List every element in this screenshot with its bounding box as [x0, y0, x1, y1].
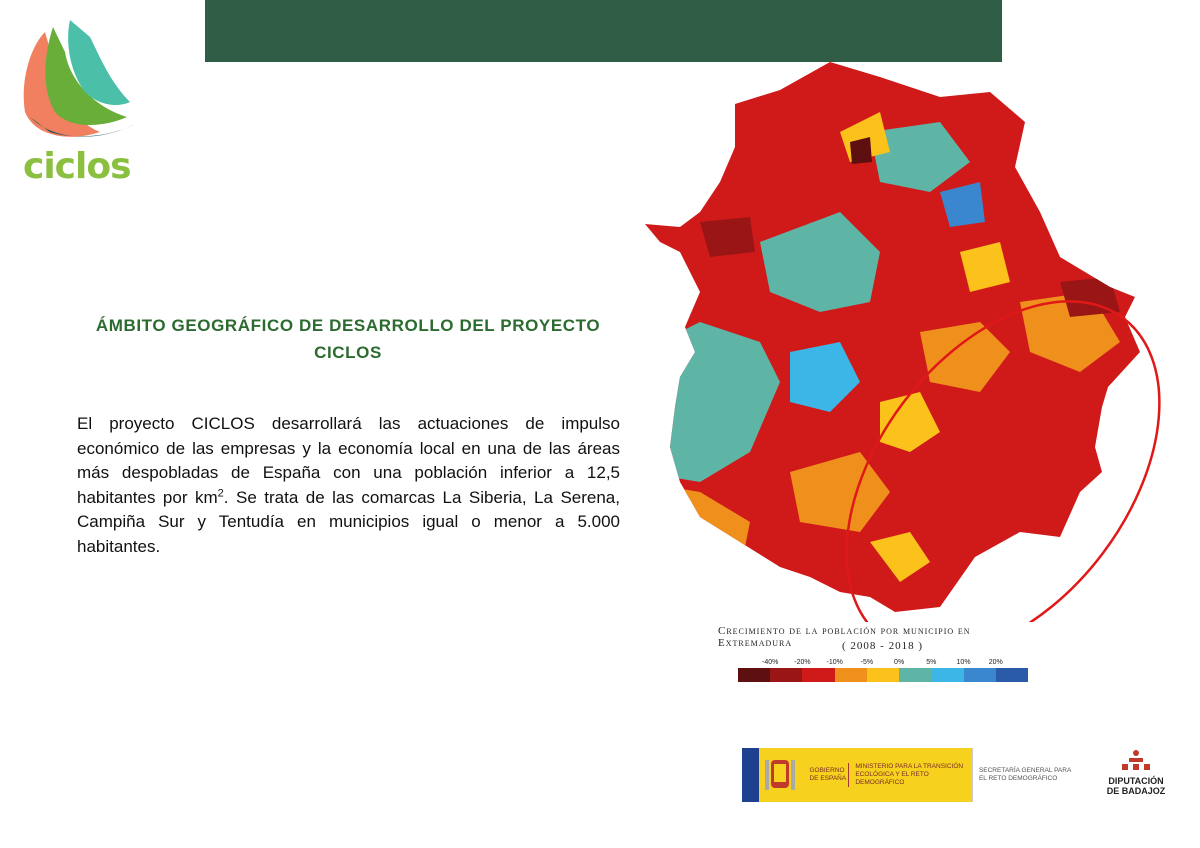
description-part-1: El proyecto CICLOS desarrollará las actuaciones de impulso económico de las empresas y la economía local en una de las áreas más despobladas de España con una población inferior a 12,5 habitantes por km: [77, 414, 620, 507]
legend-swatch: [996, 668, 1028, 682]
diputacion-label: DIPUTACIÓN DE BADAJOZ: [1106, 776, 1166, 796]
ministerio-label: MINISTERIO PARA LA TRANSICIÓN ECOLÓGICA Y EL RETO DEMOGRÁFICO: [848, 763, 972, 787]
legend-tick-label: -40%: [762, 659, 779, 666]
legend-tick-label: 10%: [956, 659, 971, 666]
legend-tick-label: -20%: [794, 659, 811, 666]
heading-line-2: CICLOS: [314, 343, 382, 362]
legend-tick-label: 0%: [894, 659, 905, 666]
legend-tick-label: -10%: [826, 659, 843, 666]
description-part-2: . Se trata de las comarcas La Siberia, La Serena, Campiña Sur y Tentudía en municipios igual o menor a 5.000 habitantes.: [77, 487, 620, 556]
legend-years: ( 2008 - 2018 ): [842, 640, 923, 652]
government-logo: [742, 748, 1080, 802]
logo-wordmark: ciclos: [23, 146, 131, 187]
legend-swatch: [964, 668, 996, 682]
legend-swatch: [802, 668, 834, 682]
spain-flag-icon: [742, 748, 759, 802]
legend-swatch: [835, 668, 867, 682]
section-heading: [77, 312, 619, 366]
legend-title: Crecimiento de la población por municipio en Extremadura: [718, 625, 971, 649]
legend-tick-label: 5%: [926, 659, 937, 666]
legend-swatch: [931, 668, 963, 682]
legend-tick-label: 20%: [988, 659, 1003, 666]
secretaria-label: SECRETARÍA GENERAL PARA EL RETO DEMOGRÁFICO: [972, 748, 1080, 802]
legend-swatch: [867, 668, 899, 682]
description-superscript: 2: [217, 486, 224, 499]
legend-swatch: [899, 668, 931, 682]
legend-swatch: [738, 668, 770, 682]
legend-swatch: [770, 668, 802, 682]
legend-color-scale: [738, 668, 1028, 682]
gobierno-label: GOBIERNO DE ESPAÑA: [809, 767, 847, 782]
legend-tick-label: -5%: [860, 659, 874, 666]
coat-of-arms-icon: [759, 748, 801, 802]
extremadura-population-map: [640, 52, 1172, 622]
heading-line-1: ÁMBITO GEOGRÁFICO DE DESARROLLO DEL PROYECTO: [95, 316, 601, 335]
project-description: [77, 412, 620, 559]
